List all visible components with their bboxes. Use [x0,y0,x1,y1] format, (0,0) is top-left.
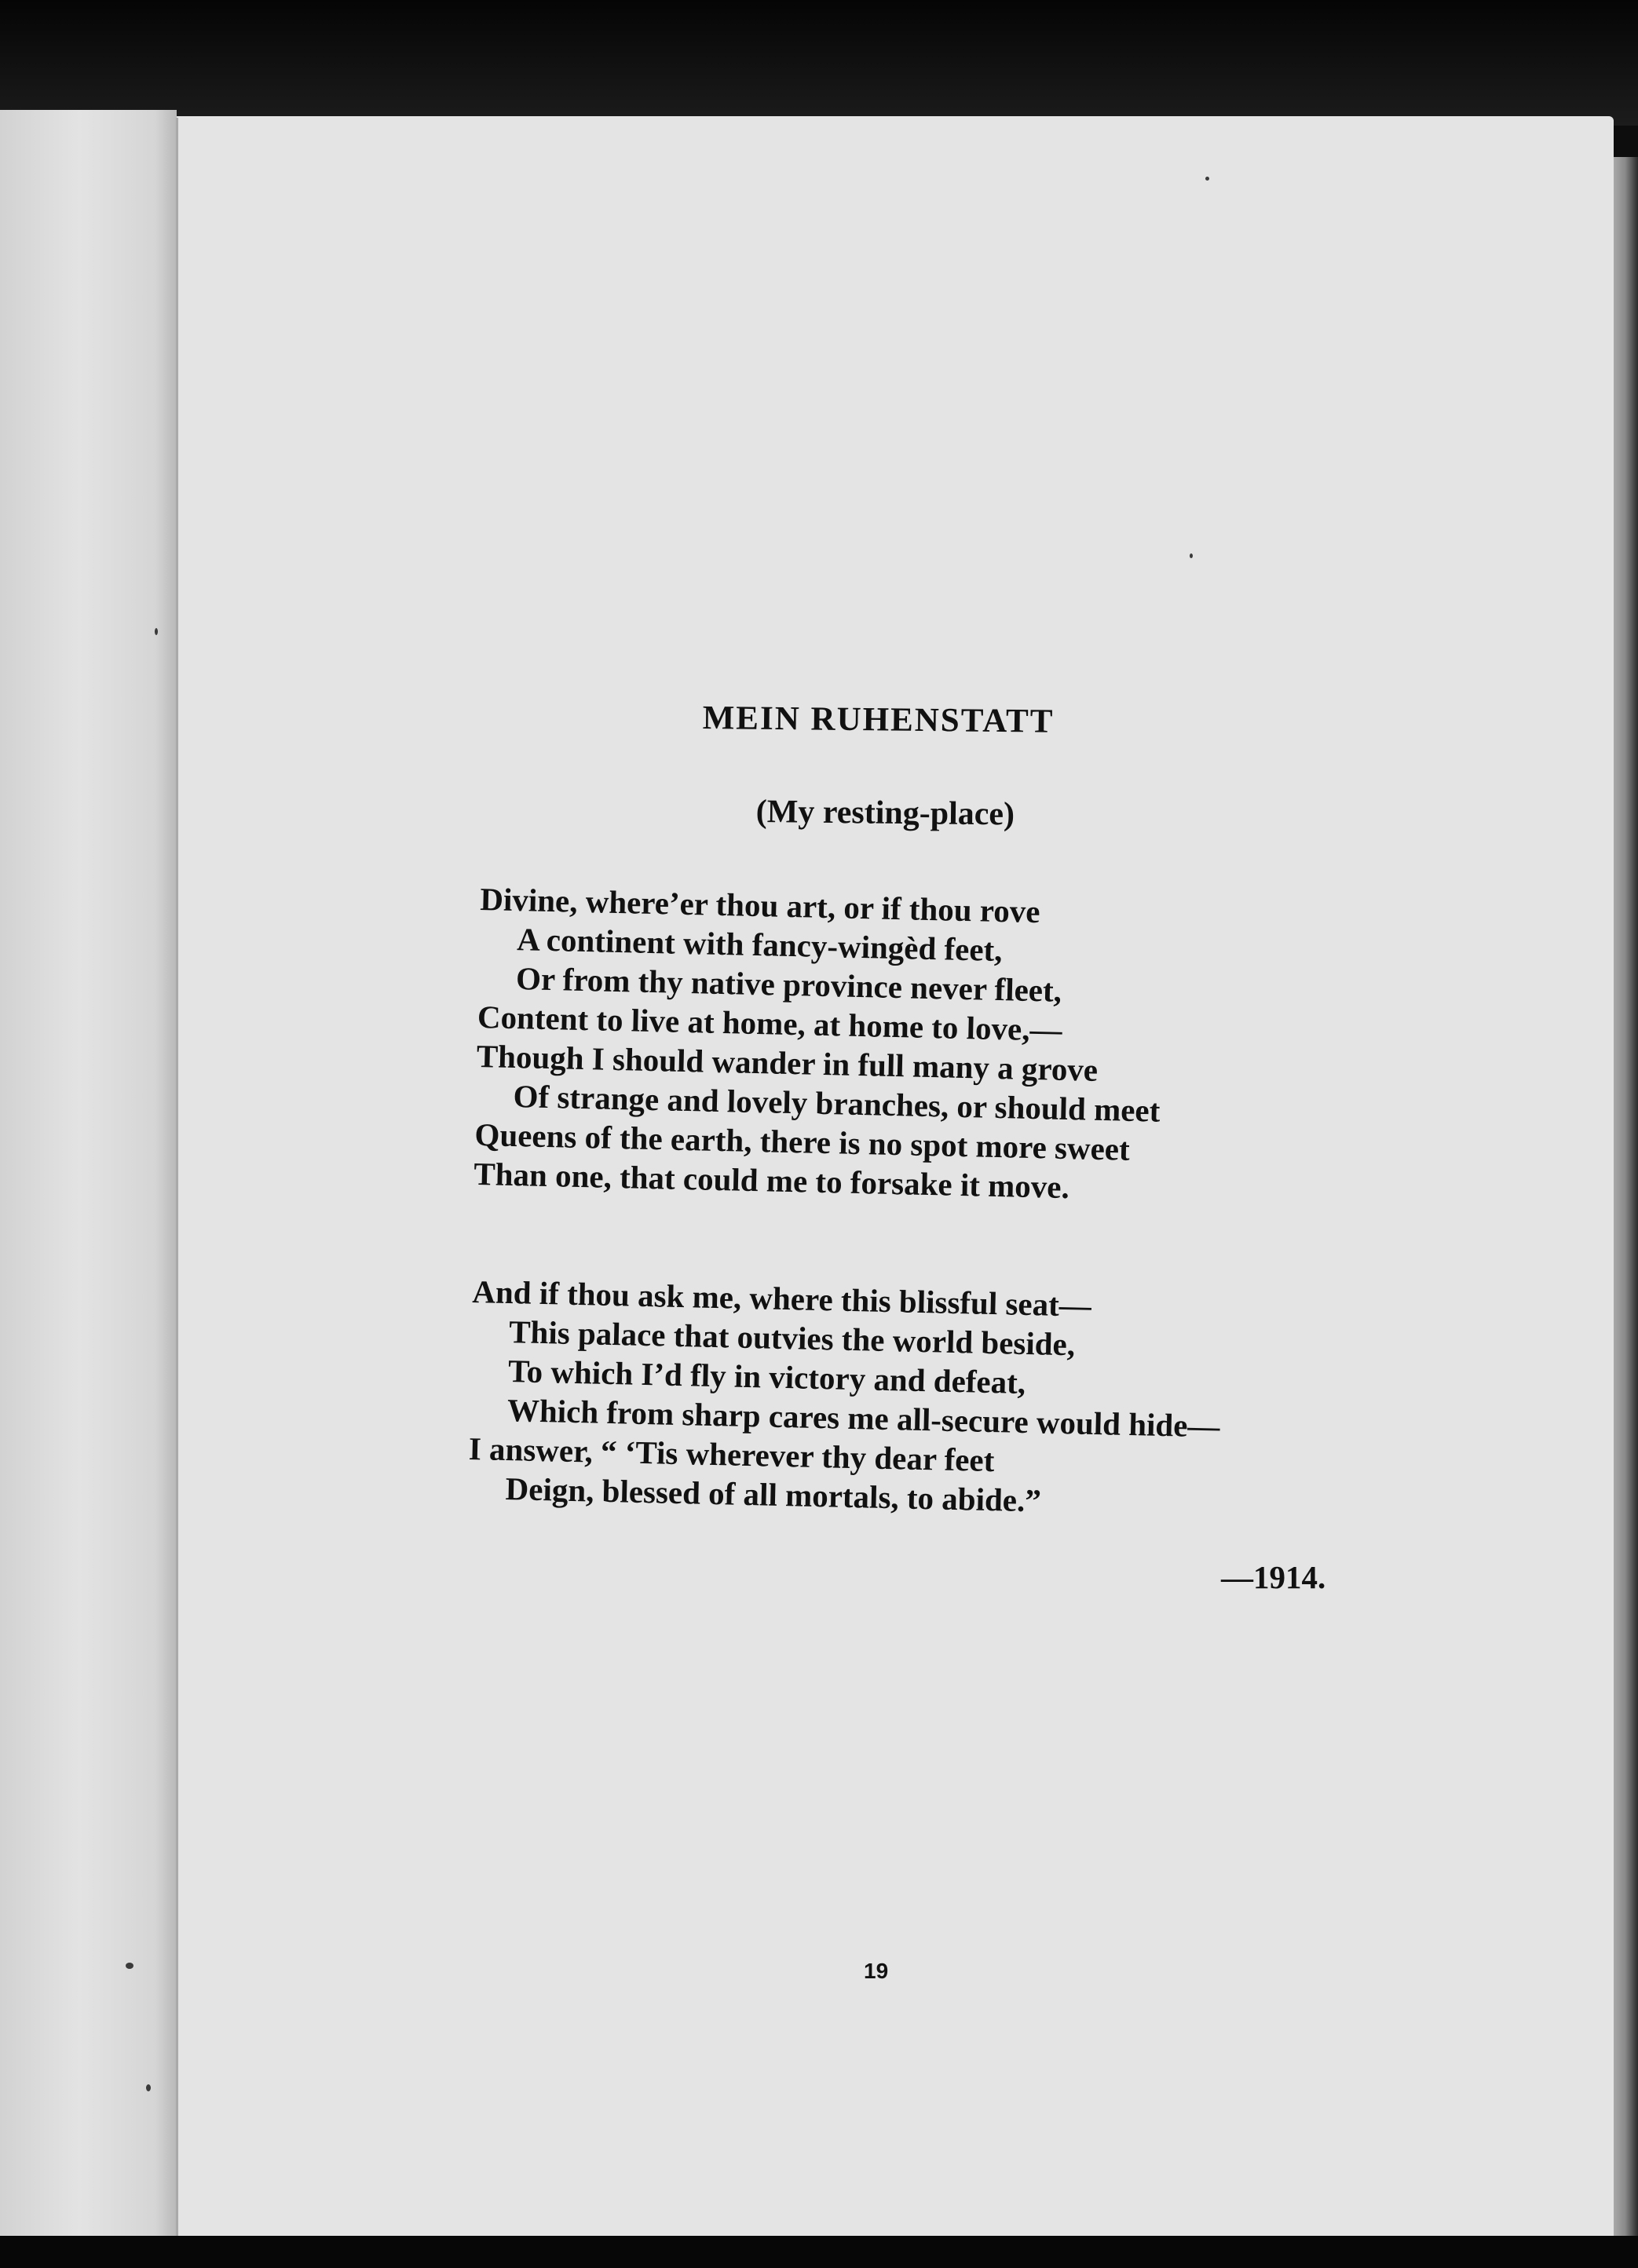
stanza-1 [473,879,1165,1209]
poem-subtitle: (My resting-place) [755,793,1015,833]
stanza-2 [467,1272,1223,1525]
verse-line: This palace that outvies the world beside, [508,1313,1076,1363]
verse-line: And if thou ask me, where this blissful seat— [471,1273,1092,1324]
verse-line: To which I’d fly in victory and defeat, [507,1353,1026,1401]
verse-line: I answer, “ ‘Tis wherever thy dear feet [468,1430,995,1479]
verse-line: Than one, that could me to forsake it move. [473,1155,1070,1206]
verse-line: Or from thy native province never fleet, [515,960,1062,1009]
poem-date: —1914. [1221,1559,1326,1595]
verse-line: Divine, where’er thou art, or if thou rove [479,880,1041,930]
verse-line: Which from sharp cares me all-secure would hide— [506,1392,1220,1444]
poem-title: MEIN RUHENSTATT [702,699,1055,740]
verse-line: A continent with fancy-wingèd feet, [516,921,1004,969]
verse-line: Of strange and lovely branches, or should meet [513,1078,1161,1129]
verse-line: Deign, blessed of all mortals, to abide.” [505,1470,1042,1519]
verse-line: Though I should wander in full many a grove [476,1037,1099,1088]
verse-line: Queens of the earth, there is no spot more sweet [474,1116,1131,1167]
verse-line: Content to live at home, at home to love,— [477,998,1063,1048]
page-number: 19 [864,1959,889,1983]
